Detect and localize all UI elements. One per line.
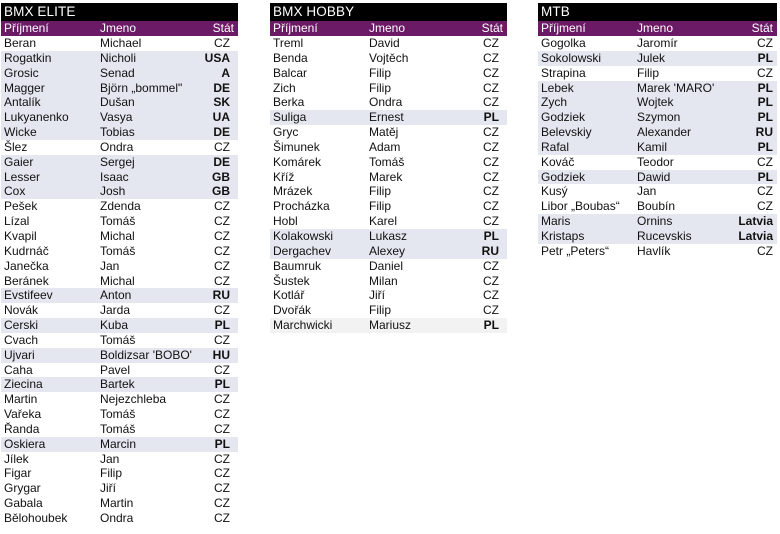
- cell-surname: Treml: [273, 36, 304, 50]
- cell-name: Matěj: [369, 125, 399, 140]
- cell-country: CZ: [483, 125, 499, 140]
- table-row: [1, 288, 238, 303]
- cell-surname: Dergachev: [273, 243, 332, 258]
- table-title: MTB: [538, 3, 777, 21]
- cell-country: GB: [212, 184, 230, 199]
- table-row: [1, 214, 238, 229]
- cell-name: Dawid: [637, 169, 671, 184]
- cell-name: Vojtěch: [369, 50, 409, 65]
- header-name: Jmeno: [100, 21, 137, 35]
- table-row: [270, 140, 507, 155]
- cell-surname: Figar: [4, 466, 32, 481]
- cell-surname: Strapina: [541, 65, 586, 80]
- table-row: [538, 36, 777, 51]
- cell-name: Michael: [100, 36, 142, 50]
- table-row: [1, 155, 238, 170]
- table-row: [1, 377, 238, 392]
- table-row: [538, 229, 777, 244]
- cell-name: Boldizsar 'BOBO': [100, 347, 192, 362]
- cell-name: Tomáš: [100, 421, 136, 436]
- table-row: [538, 184, 777, 199]
- cell-country: PL: [757, 50, 773, 65]
- cell-name: Milan: [369, 273, 398, 288]
- table-row: [538, 81, 777, 96]
- table-row: [1, 363, 238, 378]
- cell-surname: Kováč: [541, 154, 575, 169]
- cell-surname: Kudrnáč: [4, 243, 49, 258]
- cell-country: CZ: [757, 199, 773, 214]
- table-row: [1, 392, 238, 407]
- cell-surname: Bělohoubek: [4, 511, 68, 525]
- cell-surname: Lebek: [541, 80, 574, 95]
- cell-country: CZ: [483, 169, 499, 184]
- table-row: [270, 214, 507, 229]
- cell-country: CZ: [214, 496, 230, 511]
- table-row: [538, 125, 777, 140]
- cell-surname: Marchwicki: [273, 318, 333, 333]
- cell-surname: Gaier: [4, 154, 34, 169]
- cell-surname: Janečka: [4, 258, 49, 273]
- cell-name: Alexander: [637, 125, 692, 140]
- cell-surname: Kotlář: [273, 288, 305, 303]
- cell-country: CZ: [483, 184, 499, 199]
- table-row: [270, 51, 507, 66]
- table-row: [1, 303, 238, 318]
- table-title: BMX ELITE: [1, 3, 238, 21]
- cell-name: Havlík: [637, 243, 671, 258]
- cell-surname: Lukyanenko: [4, 110, 69, 125]
- cell-surname: Benda: [273, 50, 308, 65]
- cell-name: Filip: [369, 80, 392, 95]
- cell-name: Kamil: [637, 139, 668, 154]
- cell-name: Jiří: [369, 288, 385, 303]
- cell-country: PL: [757, 139, 773, 154]
- table-row: [270, 318, 507, 333]
- cell-country: PL: [757, 80, 773, 95]
- cell-name: Nicholi: [100, 50, 137, 65]
- cell-surname: Pešek: [4, 199, 38, 214]
- cell-surname: Cox: [4, 184, 26, 199]
- table-row: [270, 259, 507, 274]
- cell-surname: Kusý: [541, 184, 568, 199]
- table-row: [270, 155, 507, 170]
- table-row: [270, 244, 507, 259]
- cell-name: Julek: [637, 50, 666, 65]
- cell-surname: Baumruk: [273, 258, 322, 273]
- cell-country: DE: [213, 154, 230, 169]
- cell-name: Ondra: [100, 139, 134, 154]
- table-body: [538, 36, 777, 259]
- cell-surname: Lízal: [4, 214, 30, 229]
- cell-country: CZ: [483, 288, 499, 303]
- cell-country: CZ: [214, 199, 230, 214]
- cell-name: Marek: [369, 169, 403, 184]
- table-row: [1, 229, 238, 244]
- table-row: [270, 81, 507, 96]
- table-bmx-elite: [1, 3, 238, 526]
- cell-country: PL: [483, 228, 499, 243]
- cell-country: CZ: [214, 228, 230, 243]
- cell-country: SK: [213, 95, 230, 110]
- cell-name: Jarda: [100, 303, 131, 318]
- cell-country: HU: [212, 347, 230, 362]
- cell-name: Lukasz: [369, 228, 408, 243]
- cell-name: Bartek: [100, 377, 135, 392]
- cell-name: Tomáš: [100, 214, 136, 229]
- cell-country: CZ: [483, 80, 499, 95]
- cell-name: Vasya: [100, 110, 133, 125]
- cell-country: CZ: [483, 258, 499, 273]
- cell-name: Karel: [369, 214, 398, 229]
- cell-surname: Magger: [4, 80, 45, 95]
- cell-surname: Dvořák: [273, 303, 312, 318]
- cell-name: Tomáš: [100, 407, 136, 422]
- table-row: [270, 184, 507, 199]
- cell-surname: Mrázek: [273, 184, 313, 199]
- cell-name: Michal: [100, 273, 135, 288]
- cell-country: PL: [757, 169, 773, 184]
- cell-country: CZ: [757, 154, 773, 169]
- table-row: [1, 259, 238, 274]
- table-row: [538, 66, 777, 81]
- cell-surname: Řanda: [4, 421, 40, 436]
- table-row: [1, 199, 238, 214]
- cell-country: CZ: [483, 95, 499, 110]
- cell-country: RU: [212, 288, 230, 303]
- cell-country: CZ: [483, 36, 499, 50]
- cell-country: CZ: [483, 199, 499, 214]
- table-row: [1, 481, 238, 496]
- header-surname: Příjmení: [541, 21, 586, 35]
- cell-name: Tomáš: [100, 243, 136, 258]
- cell-country: DE: [213, 80, 230, 95]
- cell-country: CZ: [214, 332, 230, 347]
- table-mtb: [538, 3, 777, 259]
- cell-name: Daniel: [369, 258, 404, 273]
- cell-surname: Beránek: [4, 273, 49, 288]
- header-name: Jmeno: [369, 21, 406, 35]
- cell-country: UA: [212, 110, 230, 125]
- cell-surname: Jílek: [4, 451, 29, 466]
- table-row: [1, 333, 238, 348]
- cell-surname: Maris: [541, 214, 571, 229]
- table-row: [1, 348, 238, 363]
- cell-name: Szymon: [637, 110, 681, 125]
- table-row: [538, 170, 777, 185]
- table-header: [270, 21, 507, 36]
- cell-country: CZ: [214, 392, 230, 407]
- cell-country: CZ: [214, 421, 230, 436]
- cell-surname: Kříž: [273, 169, 295, 184]
- table-row: [270, 95, 507, 110]
- cell-name: Jaromír: [637, 36, 678, 50]
- cell-name: Kuba: [100, 318, 129, 333]
- cell-name: Michal: [100, 228, 135, 243]
- cell-surname: Martin: [4, 392, 38, 407]
- cell-country: CZ: [214, 303, 230, 318]
- table-header: [1, 21, 238, 36]
- cell-name: Ernest: [369, 110, 404, 125]
- cell-name: Ondra: [369, 95, 403, 110]
- cell-surname: Vařeka: [4, 407, 42, 422]
- cell-name: Isaac: [100, 169, 129, 184]
- cell-surname: Procházka: [273, 199, 330, 214]
- cell-name: Filip: [369, 303, 392, 318]
- cell-surname: Suliga: [273, 110, 307, 125]
- cell-surname: Ujvari: [4, 347, 35, 362]
- cell-name: Mariusz: [369, 318, 412, 333]
- cell-surname: Godziek: [541, 110, 586, 125]
- cell-name: Anton: [100, 288, 132, 303]
- cell-surname: Šlez: [4, 139, 28, 154]
- cell-surname: Balcar: [273, 65, 308, 80]
- cell-surname: Gryc: [273, 125, 299, 140]
- cell-country: PL: [483, 318, 499, 333]
- cell-country: USA: [204, 50, 230, 65]
- table-row: [270, 199, 507, 214]
- cell-country: PL: [483, 110, 499, 125]
- cell-surname: Kolakowski: [273, 228, 334, 243]
- cell-surname: Wicke: [4, 125, 37, 140]
- cell-name: Jan: [637, 184, 657, 199]
- table-row: [538, 244, 777, 259]
- cell-surname: Belevskiy: [541, 125, 592, 140]
- cell-surname: Rogatkin: [4, 50, 52, 65]
- table-row: [538, 155, 777, 170]
- cell-country: CZ: [214, 243, 230, 258]
- table-row: [270, 303, 507, 318]
- cell-name: Tobias: [100, 125, 135, 140]
- table-row: [1, 452, 238, 467]
- cell-country: Latvia: [738, 214, 773, 229]
- cell-name: Ondra: [100, 511, 134, 525]
- cell-country: CZ: [214, 139, 230, 154]
- cell-name: Rucevskis: [637, 228, 692, 243]
- cell-surname: Cvach: [4, 332, 39, 347]
- cell-country: PL: [214, 318, 230, 333]
- table-row: [270, 170, 507, 185]
- cell-country: CZ: [483, 50, 499, 65]
- table-row: [1, 407, 238, 422]
- cell-surname: Godziek: [541, 169, 586, 184]
- cell-surname: Petr „Peters“: [541, 243, 610, 258]
- cell-name: Filip: [369, 184, 392, 199]
- header-name: Jmeno: [637, 21, 674, 35]
- table-row: [1, 110, 238, 125]
- cell-country: CZ: [757, 243, 773, 258]
- cell-surname: Oskiera: [4, 436, 46, 451]
- cell-surname: Novák: [4, 303, 39, 318]
- cell-surname: Antalík: [4, 95, 41, 110]
- cell-surname: Lesser: [4, 169, 41, 184]
- cell-surname: Ziecina: [4, 377, 43, 392]
- header-country: Stát: [751, 21, 773, 35]
- cell-country: CZ: [483, 303, 499, 318]
- cell-name: Filip: [369, 199, 392, 214]
- cell-surname: Libor „Boubas“: [541, 199, 620, 214]
- cell-surname: Beran: [4, 36, 37, 50]
- cell-country: CZ: [757, 184, 773, 199]
- cell-country: CZ: [214, 362, 230, 377]
- table-row: [1, 81, 238, 96]
- cell-name: Teodor: [637, 154, 674, 169]
- table-row: [1, 170, 238, 185]
- cell-country: CZ: [483, 214, 499, 229]
- table-row: [538, 214, 777, 229]
- cell-name: Marcin: [100, 436, 137, 451]
- table-row: [1, 496, 238, 511]
- cell-surname: Rafal: [541, 139, 570, 154]
- cell-surname: Evstifeev: [4, 288, 53, 303]
- table-row: [270, 36, 507, 51]
- table-row: [538, 199, 777, 214]
- cell-name: David: [369, 36, 400, 50]
- cell-name: Josh: [100, 184, 126, 199]
- cell-surname: Grygar: [4, 481, 41, 496]
- cell-surname: Zich: [273, 80, 296, 95]
- cell-country: RU: [755, 125, 773, 140]
- cell-name: Filip: [637, 65, 660, 80]
- cell-name: Jan: [100, 258, 120, 273]
- cell-name: Boubín: [637, 199, 676, 214]
- cell-country: CZ: [214, 36, 230, 50]
- cell-name: Tomáš: [100, 332, 136, 347]
- table-row: [270, 125, 507, 140]
- cell-country: CZ: [757, 36, 773, 50]
- cell-name: Nejezchleba: [100, 392, 167, 407]
- table-title: BMX HOBBY: [270, 3, 507, 21]
- table-row: [1, 36, 238, 51]
- header-surname: Příjmení: [273, 21, 318, 35]
- cell-country: CZ: [483, 154, 499, 169]
- table-row: [1, 274, 238, 289]
- cell-country: PL: [214, 377, 230, 392]
- cell-surname: Berka: [273, 95, 305, 110]
- cell-name: Senad: [100, 65, 135, 80]
- cell-country: PL: [214, 436, 230, 451]
- cell-surname: Gabala: [4, 496, 43, 511]
- cell-country: CZ: [757, 65, 773, 80]
- cell-name: Wojtek: [637, 95, 674, 110]
- cell-country: PL: [757, 110, 773, 125]
- cell-country: CZ: [483, 273, 499, 288]
- cell-name: Jiří: [100, 481, 116, 496]
- table-row: [270, 110, 507, 125]
- cell-surname: Šimunek: [273, 139, 320, 154]
- table-body: [1, 36, 238, 526]
- table-row: [538, 140, 777, 155]
- cell-surname: Cerski: [4, 318, 39, 333]
- header-surname: Příjmení: [4, 21, 49, 35]
- cell-name: Marek 'MARO': [637, 80, 715, 95]
- table-row: [538, 95, 777, 110]
- cell-surname: Kvapil: [4, 228, 37, 243]
- cell-name: Jan: [100, 451, 120, 466]
- cell-country: CZ: [214, 481, 230, 496]
- table-row: [1, 318, 238, 333]
- cell-surname: Kristaps: [541, 228, 585, 243]
- table-row: [1, 95, 238, 110]
- table-header: [538, 21, 777, 36]
- table-row: [1, 125, 238, 140]
- table-row: [1, 66, 238, 81]
- cell-country: CZ: [214, 511, 230, 525]
- table-row: [1, 437, 238, 452]
- table-row: [538, 51, 777, 66]
- cell-name: Dušan: [100, 95, 135, 110]
- cell-country: CZ: [483, 139, 499, 154]
- table-row: [270, 274, 507, 289]
- cell-name: Filip: [100, 466, 123, 481]
- header-country: Stát: [212, 21, 234, 35]
- cell-country: CZ: [214, 407, 230, 422]
- cell-name: Alexey: [369, 243, 406, 258]
- cell-surname: Gogolka: [541, 36, 586, 50]
- cell-surname: Sokolowski: [541, 50, 602, 65]
- cell-country: CZ: [214, 214, 230, 229]
- cell-surname: Grosic: [4, 65, 39, 80]
- cell-country: RU: [481, 243, 499, 258]
- cell-name: Björn „bommel": [100, 80, 183, 95]
- cell-country: CZ: [483, 65, 499, 80]
- header-country: Stát: [481, 21, 503, 35]
- cell-surname: Caha: [4, 362, 33, 377]
- cell-country: DE: [213, 125, 230, 140]
- table-row: [270, 288, 507, 303]
- cell-surname: Zych: [541, 95, 568, 110]
- cell-country: A: [221, 65, 230, 80]
- cell-name: Tomáš: [369, 154, 405, 169]
- table-row: [1, 140, 238, 155]
- table-row: [1, 184, 238, 199]
- cell-name: Zdenda: [100, 199, 141, 214]
- table-body: [270, 36, 507, 333]
- table-row: [1, 511, 238, 526]
- cell-surname: Hobl: [273, 214, 298, 229]
- cell-name: Filip: [369, 65, 392, 80]
- table-row: [538, 110, 777, 125]
- table-row: [1, 466, 238, 481]
- cell-country: CZ: [214, 451, 230, 466]
- cell-country: PL: [757, 95, 773, 110]
- table-row: [1, 244, 238, 259]
- cell-name: Martin: [100, 496, 134, 511]
- table-row: [270, 229, 507, 244]
- table-row: [1, 422, 238, 437]
- cell-country: GB: [212, 169, 230, 184]
- table-bmx-hobby: [270, 3, 507, 333]
- cell-name: Adam: [369, 139, 401, 154]
- cell-surname: Šustek: [273, 273, 310, 288]
- cell-name: Pavel: [100, 362, 131, 377]
- table-row: [1, 51, 238, 66]
- cell-surname: Komárek: [273, 154, 322, 169]
- cell-name: Sergej: [100, 154, 135, 169]
- cell-name: Ornins: [637, 214, 673, 229]
- cell-country: Latvia: [738, 228, 773, 243]
- table-row: [270, 66, 507, 81]
- cell-country: CZ: [214, 258, 230, 273]
- cell-country: CZ: [214, 273, 230, 288]
- cell-country: CZ: [214, 466, 230, 481]
